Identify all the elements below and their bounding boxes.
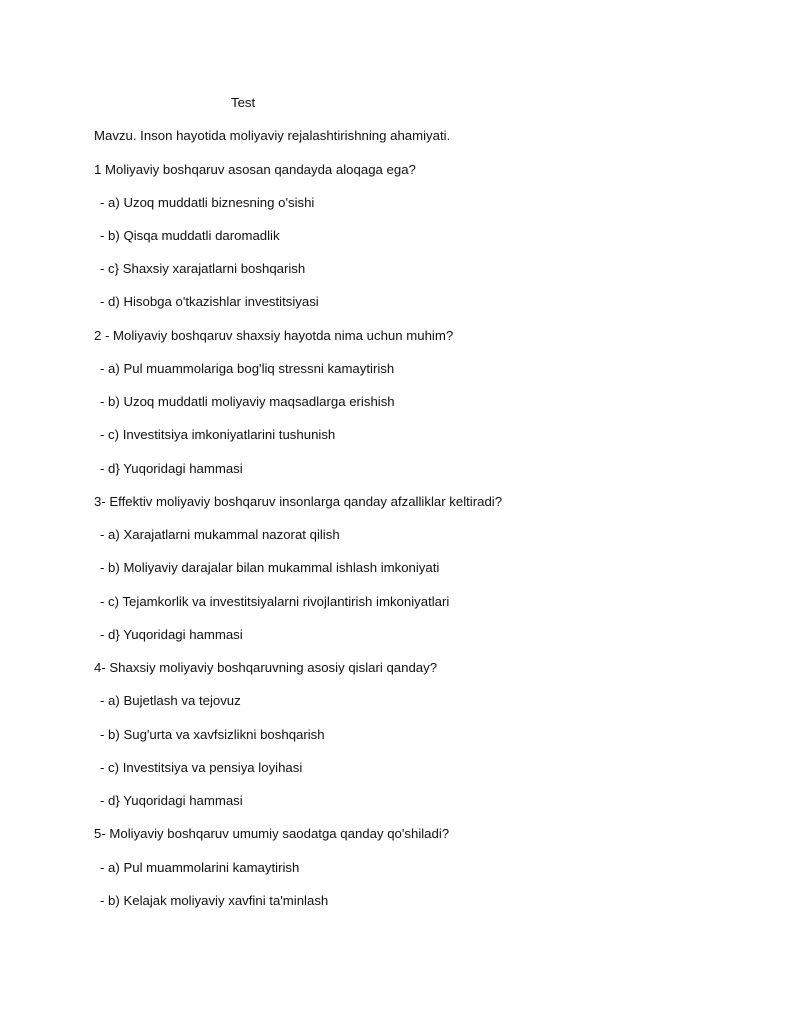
question-5-option-a: - a) Pul muammolarini kamaytirish [100, 860, 300, 875]
question-1-option-b: - b) Qisqa muddatli daromadlik [100, 228, 280, 243]
question-2-option-a: - a) Pul muammolariga bog'liq stressni kamaytirish [100, 361, 395, 376]
question-2: 2 - Moliyaviy boshqaruv shaxsiy hayotda nima uchun muhim? [94, 328, 454, 343]
question-1: 1 Moliyaviy boshqaruv asosan qandayda aloqaga ega? [94, 162, 416, 177]
question-2-option-b: - b) Uzoq muddatli moliyaviy maqsadlarga erishish [100, 394, 395, 409]
question-4-option-c: - c) Investitsiya va pensiya loyihasi [100, 760, 303, 775]
subject-line: Mavzu. Inson hayotida moliyaviy rejalashtirishning ahamiyati. [94, 128, 451, 143]
question-1-option-d: - d) Hisobga o'tkazishlar investitsiyasi [100, 294, 319, 309]
question-3-option-a: - a) Xarajatlarni mukammal nazorat qilish [100, 527, 340, 542]
document-title: Test [231, 95, 256, 110]
question-2-option-d: - d} Yuqoridagi hammasi [100, 461, 243, 476]
question-3-option-b: - b) Moliyaviy darajalar bilan mukammal ishlash imkoniyati [100, 560, 440, 575]
question-4-option-d: - d} Yuqoridagi hammasi [100, 793, 243, 808]
question-4-option-b: - b) Sug'urta va xavfsizlikni boshqarish [100, 727, 325, 742]
question-1-option-c: - c} Shaxsiy xarajatlarni boshqarish [100, 261, 306, 276]
question-4-option-a: - a) Bujetlash va tejovuz [100, 693, 241, 708]
question-5-option-b: - b) Kelajak moliyaviy xavfini ta'minlash [100, 893, 329, 908]
question-3-option-c: - c) Tejamkorlik va investitsiyalarni rivojlantirish imkoniyatlari [100, 594, 450, 609]
question-1-option-a: - a) Uzoq muddatli biznesning o'sishi [100, 195, 315, 210]
question-4: 4- Shaxsiy moliyaviy boshqaruvning asosiy qislari qanday? [94, 660, 438, 675]
question-3-option-d: - d} Yuqoridagi hammasi [100, 627, 243, 642]
question-2-option-c: - c) Investitsiya imkoniyatlarini tushunish [100, 427, 336, 442]
question-3: 3- Effektiv moliyaviy boshqaruv insonlarga qanday afzalliklar keltiradi? [94, 494, 503, 509]
question-5: 5- Moliyaviy boshqaruv umumiy saodatga qanday qo'shiladi? [94, 826, 450, 841]
